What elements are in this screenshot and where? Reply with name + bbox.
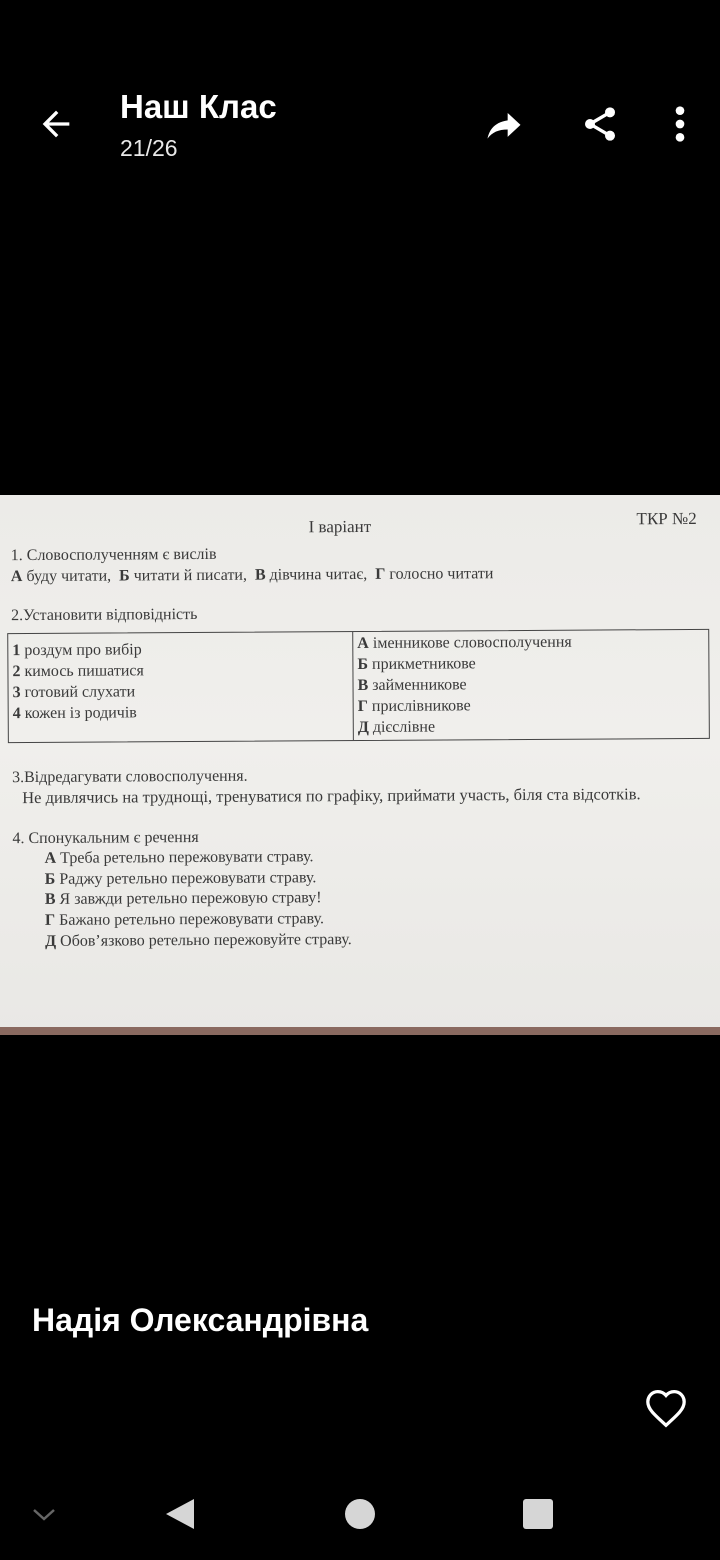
chevron-down-icon [31,1505,57,1523]
test-paper [0,495,720,1029]
option-text: голосно читати [385,565,494,583]
variant-label: І варіант [308,516,372,537]
arrow-back-icon [36,104,76,144]
item-number: 2 [12,663,21,681]
matching-option [354,694,709,717]
option-letter: Б [44,870,56,888]
question-2: 2.Установити відповідність [11,605,198,625]
share-button[interactable] [574,96,626,152]
more-vert-icon [674,104,686,144]
option-letter: Г [357,697,368,716]
item-text: роздум про вибір [20,641,142,660]
test-code: ТКР №2 [636,508,697,529]
item-text: кожен із родичів [20,704,137,723]
item-text: кимось пишатися [20,662,144,681]
option-text: прислівникове [367,697,471,715]
option-letter: А [10,568,23,586]
question-3: 3.Відредагувати словосполучення. [12,767,248,787]
matching-item [9,680,353,703]
option-text: Раджу ретельно пережовувати страву. [55,868,317,888]
nav-back-button[interactable] [160,1492,200,1536]
author-name: Надія Олександрівна [32,1302,369,1338]
question-1: 1. Словосполученням є вислів [10,545,217,565]
nav-home-button[interactable] [338,1492,382,1536]
share-icon [580,102,620,146]
item-number: 1 [12,642,21,660]
triangle-back-icon [164,1497,196,1531]
option-text: іменникове словосполучення [368,633,572,652]
option-text: Треба ретельно пережовувати страву. [56,848,314,867]
question-4: 4. Спонукальним є речення [12,828,199,848]
option-row [45,868,352,891]
top-app-bar [0,0,720,200]
option-letter: А [44,849,57,867]
option-letter: Б [119,567,130,585]
option-text: буду читати, [22,567,112,586]
hide-navbar-button[interactable] [26,1496,62,1532]
option-text: дієслівне [368,718,436,736]
matching-item [9,701,353,724]
option-text: Обов’язково ретельно пережовуйте страву. [56,930,352,950]
option-text: читати й писати, [129,566,248,585]
question-4-options [45,847,352,952]
option-letter: Д [357,718,369,737]
matching-left-column [8,632,354,742]
question-3-text: Не дивлячись на труднощі, тренуватися по графіку, приймати участь, біля ста відсотків. [22,784,641,808]
option-letter: Г [375,565,386,583]
item-number: 4 [12,705,21,723]
option-row [45,909,352,932]
question-1-options [11,563,494,587]
option-letter: Д [45,932,57,950]
matching-right-column [353,630,709,740]
system-navigation-bar [0,1470,720,1560]
more-options-button[interactable] [656,96,704,152]
forward-icon [479,102,529,146]
matching-option [353,630,708,654]
option-text: займенникове [368,676,467,694]
like-button[interactable] [640,1384,692,1432]
option-letter: Б [357,655,369,674]
matching-item [8,659,352,682]
item-text: готовий слухати [20,683,136,702]
option-row [45,888,352,911]
item-number: 3 [12,684,21,702]
matching-option [353,652,708,675]
matching-table [7,629,710,743]
chat-title: Наш Клас [120,88,277,125]
photo-viewer[interactable] [0,495,720,1035]
square-recents-icon [523,1499,553,1529]
option-text: Бажано ретельно пережовувати страву. [55,910,325,929]
option-row [45,930,352,953]
forward-button[interactable] [474,96,534,152]
option-text: Я завжди ретельно пережовую страву! [55,889,322,909]
matching-option [353,673,708,696]
matching-option [354,715,709,738]
photo-counter: 21/26 [120,135,178,161]
back-button[interactable] [28,96,84,152]
option-row [45,847,352,870]
matching-item [8,632,352,661]
option-letter: Г [44,911,56,930]
heart-icon [644,1388,688,1428]
option-letter: А [357,634,369,653]
option-letter: В [44,891,56,909]
option-text: дівчина читає, [265,565,368,584]
nav-recents-button[interactable] [516,1492,560,1536]
option-text: прикметникове [367,655,476,673]
option-letter: В [357,676,369,695]
circle-home-icon [344,1498,376,1530]
option-letter: В [254,566,266,584]
